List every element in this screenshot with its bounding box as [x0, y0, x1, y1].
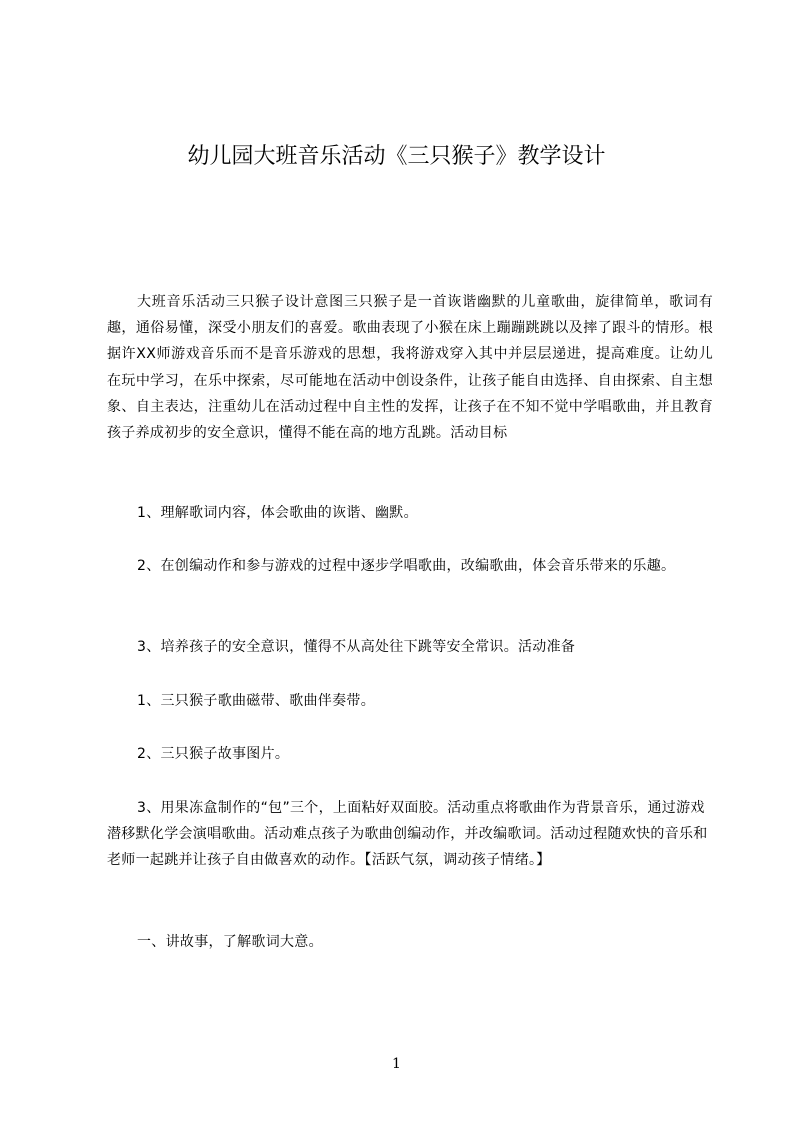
page-number: 1 [392, 1056, 401, 1072]
process-step-1: 一、讲故事，了解歌词大意。 [137, 934, 323, 950]
preparation-2: 2、三只猴子故事图片。 [137, 746, 290, 762]
preparation-3: 3、用果冻盒制作的“包”三个，上面粘好双面胶。活动重点将歌曲作为背景音乐，通过游戏潜移默化学会演唱歌曲。活动难点孩子为歌曲创编动作，并改编歌词。活动过程随欢快的音乐和老师一起跳并让孩子自由做喜欢的动作。【活跃气氛，调动孩子情绪。】 [107, 800, 708, 869]
intro-paragraph: 大班音乐活动三只猴子设计意图三只猴子是一首诙谐幽默的儿童歌曲，旋律简单，歌词有趣，通俗易懂，深受小朋友们的喜爱。歌曲表现了小猴在床上蹦蹦跳跳以及摔了跟斗的情形。根据许XX师游戏音乐而不是音乐游戏的思想，我将游戏穿入其中并层层递进，提高难度。让幼儿在玩中学习，在乐中探索，尽可能地在活动中创设条件，让孩子能自由选择、自由探索、自主想象、自主表达，注重幼儿在活动过程中自主性的发挥，让孩子在不知不觉中学唱歌曲，并且教育孩子养成初步的安全意识，懂得不能在高的地方乱跳。活动目标 [107, 294, 713, 442]
document-title: 幼儿园大班音乐活动《三只猴子》教学设计 [187, 144, 606, 169]
preparation-1: 1、三只猴子歌曲磁带、歌曲伴奏带。 [137, 693, 376, 709]
objective-1: 1、理解歌词内容，体会歌曲的诙谐、幽默。 [137, 505, 418, 521]
objective-3: 3、培养孩子的安全意识，懂得不从高处往下跳等安全常识。活动准备 [137, 639, 576, 655]
objective-2: 2、在创编动作和参与游戏的过程中逐步学唱歌曲，改编歌曲，体会音乐带来的乐趣。 [137, 558, 676, 574]
